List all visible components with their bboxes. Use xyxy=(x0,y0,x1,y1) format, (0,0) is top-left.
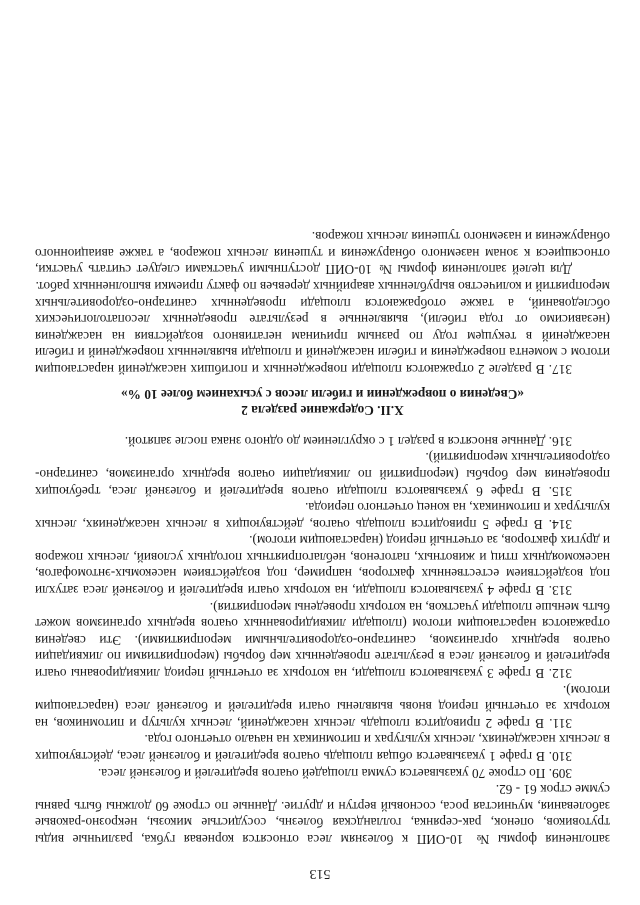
paragraph: 310. В графе 1 указывается общая площадь очагов вредителей и болезней леса, действующих в лесных насаждениях, лесных культурах и питомниках на начало отчетного года. xyxy=(35,732,610,765)
paragraph: 316. Данные вносятся в раздел 1 с округлением до одного знака после запятой. xyxy=(124,433,572,449)
page-number: 513 xyxy=(309,866,331,881)
section-subtitle: «Сведения о повреждении и гибели лесов с усыханием более 10 %» xyxy=(121,386,524,402)
paragraphs-before-section xyxy=(35,432,610,847)
page-content xyxy=(35,228,610,847)
paragraph: 311. В графе 2 приводится площадь лесных насаждений, лесных культур и питомников, на которых за отчетный период вновь выявлены очаги вредителей и болезней леса (нарастающим итогом). xyxy=(35,682,610,731)
paragraph: 315. В графе 6 указываются площади очагов вредителей и болезней леса, требующих проведения мер борьбы (мероприятий по ликвидации очагов вредных организмов, санитарно-оздоровительных мероприятий). xyxy=(35,450,610,499)
paragraph: 317. В разделе 2 отражаются площади поврежденных и погибших насаждений нарастающим итогом с момента повреждения и гибели насаждений и площади выявленных повреждений и гибели насаждений в текущем году по разным причинам негативного воздействия на насаждения (независимо от года гибели), выявленные в результате проведенных лесопатологических обследований, а также отображаются площади проведенных санитарно-оздоровительных мероприятий и количество вырубленных аварийных деревьев по факту приемки выполненных работ. xyxy=(35,279,610,377)
paragraph: 309. По строке 70 указывается сумма площадей очагов вредителей и болезней леса. xyxy=(97,765,572,781)
section-title: X.II. Содержание раздела 2 xyxy=(241,403,404,419)
paragraph: заполнения формы № 10-ОИП к болезням леса относятся корневая губка, различные виды трутовиков, опенок, рак-серянка, голландская болезнь, сосудистые микозы, некрозно-раковые заболевания, мучнистая роса, сосновый вертун и другие. Данные по строке 60 должны быть равны сумме строк 61 - 62. xyxy=(35,782,610,847)
paragraph: 313. В графе 4 указываются площади, на которых очаги вредителей и болезней леса затухли под воздействием естественных факторов, например, под воздействием насекомых-энтомофагов, насекомоядных птиц и животных, патогенов, неблагоприятных погодных условий, лесных пожаров и других факторов, за отчетный период (нарастающим итогом). xyxy=(35,533,610,599)
paragraphs-after-section xyxy=(35,228,610,377)
paragraph: Для целей заполнения формы № 10-ОИП доступными участками следует считать участки, относящиеся к зонам наземного обнаружения и тушения лесных пожаров, а также авиационного обнаружения и наземного тушения лесных пожаров. xyxy=(35,229,610,278)
paragraph: 314. В графе 5 приводится площадь очагов, действующих в лесных насаждениях, лесных культурах и питомниках, на конец отчетного периода. xyxy=(35,500,610,532)
paragraph: 312. В графе 3 указываются площади, на которых за отчетный период ликвидированы очаги вредителей и болезней леса в результате проведенных мер борьбы (мероприятиями по ликвидации очагов вредных организмов, санитарно-оздоровительными мероприятиями). Эти сведения отражаются нарастающим итогом (площади ликвидированных очагов вредных организмов может быть меньше площади участков, на которых проведены мероприятия). xyxy=(35,599,610,682)
